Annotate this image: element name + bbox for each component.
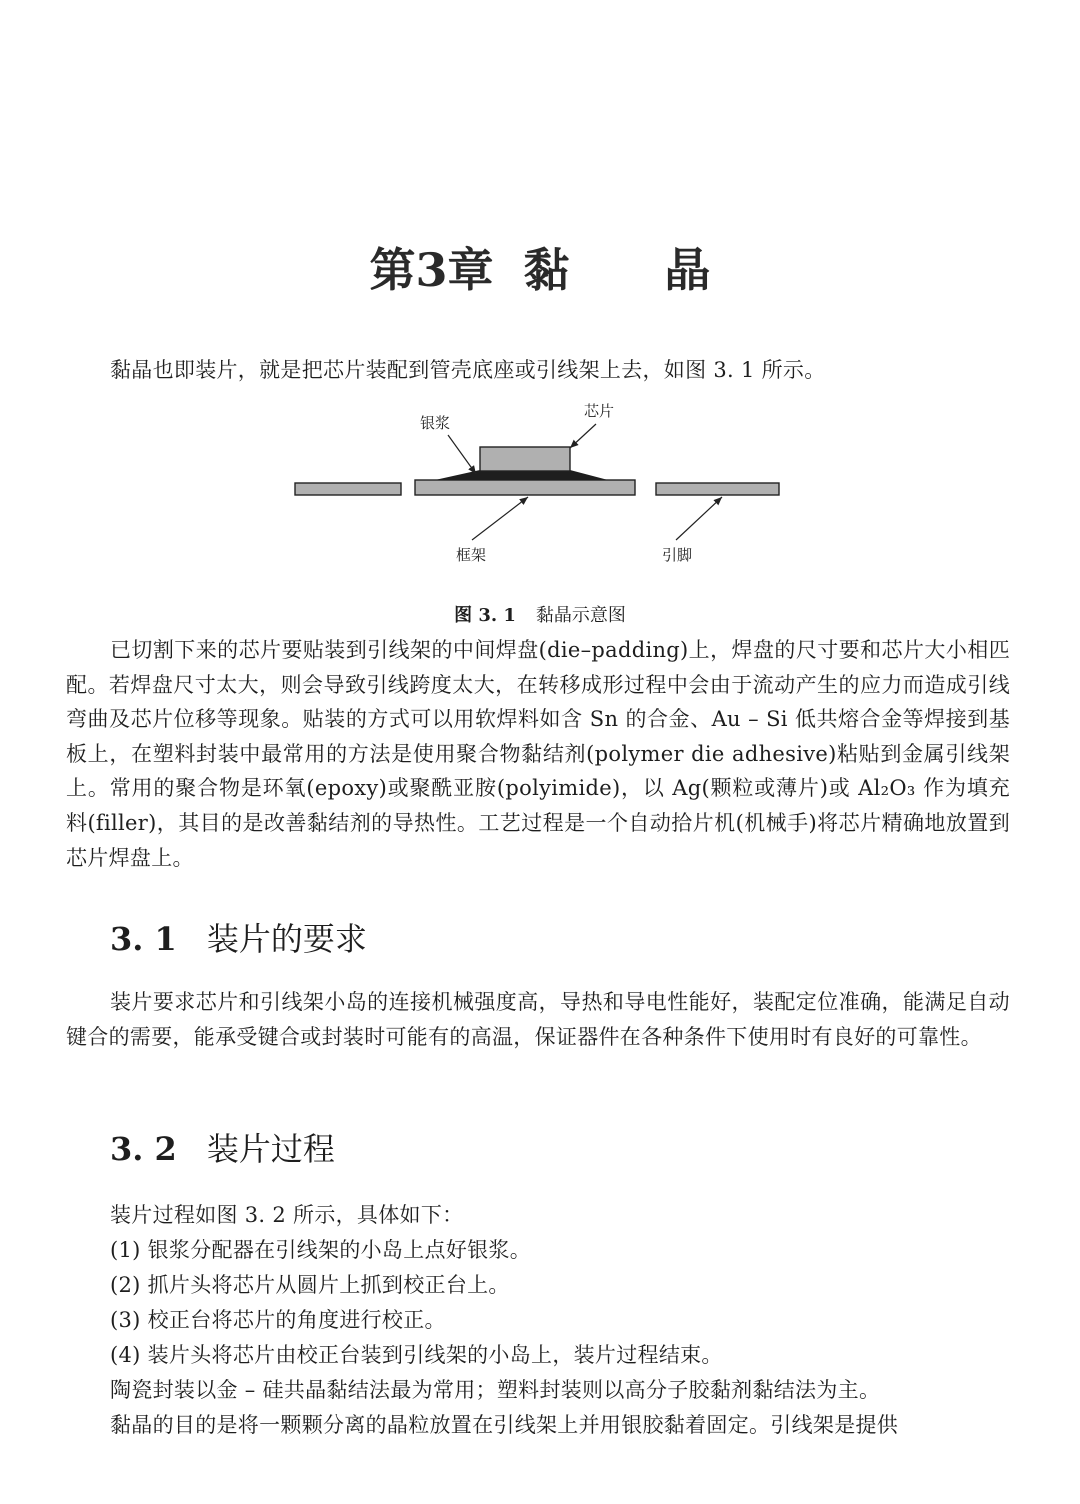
chapter-word-1: 黏 <box>523 243 570 297</box>
label-frame: 框架 <box>456 546 487 564</box>
section-number: 3. 1 <box>110 920 177 958</box>
figure-caption <box>0 601 1080 627</box>
die-pad-frame <box>415 480 635 495</box>
section-3-1-heading <box>110 914 367 960</box>
chapter-prefix: 第 <box>369 243 416 297</box>
process-line-4: (3) 校正台将芯片的角度进行校正。 <box>110 1308 446 1332</box>
paragraph-requirements: 装片要求芯片和引线架小岛的连接机械强度高，导热和导电性能好，装配定位准确，能满足自动键合的需要，能承受键合或封装时可能有的高温，保证器件在各种条件下使用时有良好的可靠性。 <box>66 990 1010 1049</box>
section-number: 3. 2 <box>110 1130 177 1168</box>
die-attach-diagram <box>290 400 790 570</box>
process-line-7: 黏晶的目的是将一颗颗分离的晶粒放置在引线架上并用银胶黏着固定。引线架是提供 <box>110 1413 899 1437</box>
label-silver-paste: 银浆 <box>420 414 451 432</box>
chapter-title <box>0 234 1080 300</box>
process-line-5: (4) 装片头将芯片由校正台装到引线架的小岛上，装片过程结束。 <box>110 1343 723 1367</box>
chapter-suffix: 章 <box>447 243 494 297</box>
label-chip: 芯片 <box>584 402 615 420</box>
chapter-number: 3 <box>415 243 448 297</box>
process-line-2: (1) 银浆分配器在引线架的小岛上点好银浆。 <box>110 1238 532 1262</box>
lead-right <box>656 483 779 495</box>
process-line-6: 陶瓷封装以金 – 硅共晶黏结法最为常用；塑料封装则以高分子胶黏剂黏结法为主。 <box>110 1378 881 1402</box>
section-3-2-heading <box>110 1124 335 1170</box>
section-title: 装片的要求 <box>206 920 367 958</box>
lead-left <box>295 483 401 495</box>
figure-caption-text: 黏晶示意图 <box>535 605 626 626</box>
label-lead: 引脚 <box>662 546 693 564</box>
section-title: 装片过程 <box>206 1130 335 1168</box>
chip <box>480 447 570 471</box>
figure-number: 图 3. 1 <box>454 605 516 626</box>
process-line-3: (2) 抓片头将芯片从圆片上抓到校正台上。 <box>110 1273 510 1297</box>
intro-paragraph: 黏晶也即装片，就是把芯片装配到管壳底座或引线架上去，如图 3. 1 所示。 <box>110 358 826 382</box>
process-line-1: 装片过程如图 3. 2 所示，具体如下： <box>110 1203 464 1227</box>
paragraph-die-attach: 已切割下来的芯片要贴装到引线架的中间焊盘(die–padding)上，焊盘的尺寸要和芯片大小相匹配。若焊盘尺寸太大，则会导致引线跨度太大，在转移成形过程中会由于流动产生的应力而造成引线弯曲及芯片位移等现象。贴装的方式可以用软焊料如含 Sn 的合金、Au – Si 低共熔合金等焊接到基板上，在塑料封装中最常用的方法是使用聚合物黏结剂(polymer die adhesive)粘贴到金属引线架上。常用的聚合物是环氧(epoxy)或聚酰亚胺(polyimide)，以 Ag(颗粒或薄片)或 Al₂O₃ 作为填充料(filler)，其目的是改善黏结剂的导热性。工艺过程是一个自动拾片机(机械手)将芯片精确地放置到芯片焊盘上。 <box>66 638 1010 870</box>
chapter-word-2: 晶 <box>664 243 711 297</box>
